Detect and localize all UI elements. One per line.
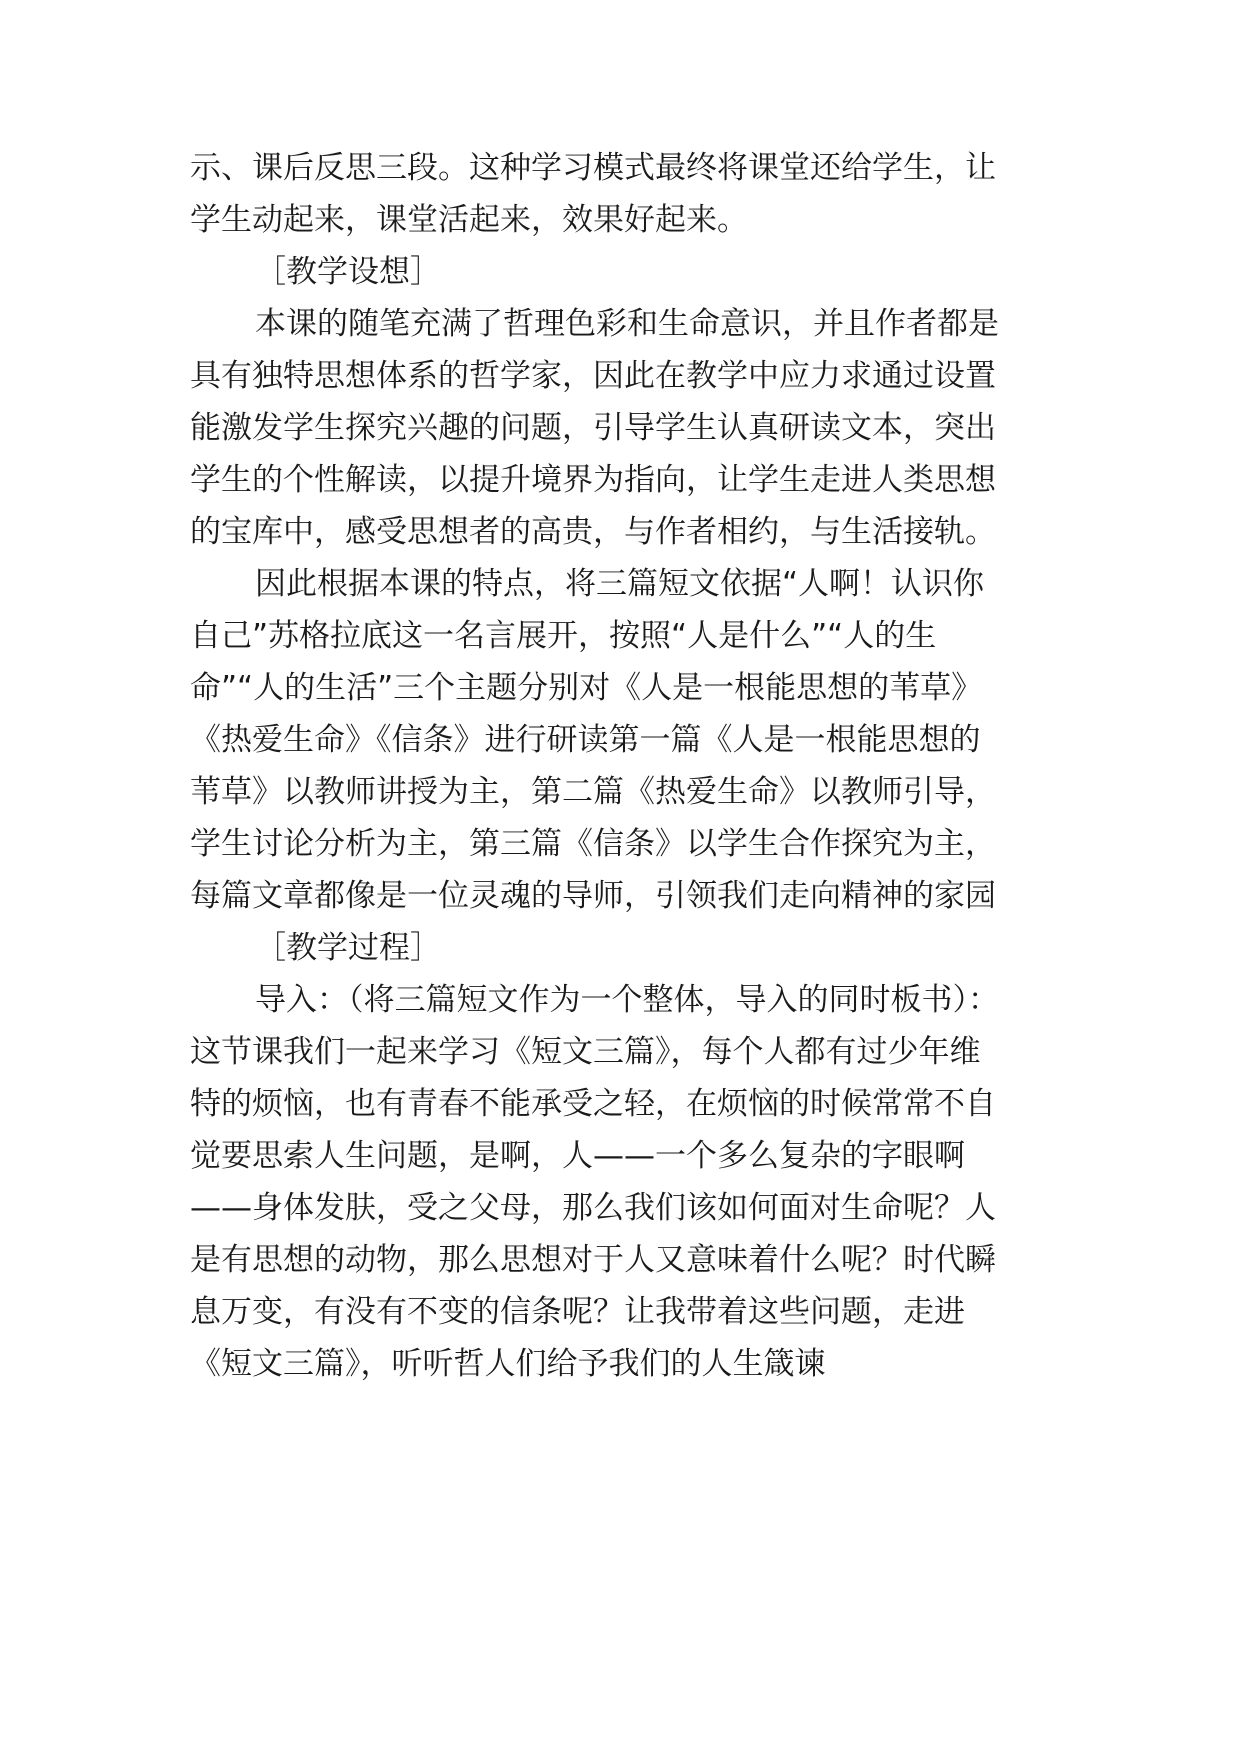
paragraph-line: 这节课我们一起来学习《短文三篇》，每个人都有过少年维 <box>190 1034 981 1070</box>
paragraph-line: 苇草》以教师讲授为主，第二篇《热爱生命》以教师引导， <box>190 774 996 810</box>
paragraph-line: 能激发学生探究兴趣的问题，引导学生认真研读文本，突出 <box>190 410 996 446</box>
paragraph-line: 命”“人的生活”三个主题分别对《人是一根能思想的苇草》 <box>190 670 983 706</box>
paragraph-line: 学生的个性解读，以提升境界为指向，让学生走进人类思想 <box>190 462 996 498</box>
paragraph-line: 觉要思索人生问题，是啊，人——一个多么复杂的字眼啊 <box>190 1138 965 1174</box>
paragraph-line: 具有独特思想体系的哲学家，因此在教学中应力求通过设置 <box>190 358 996 394</box>
section-heading-teaching-process: ［教学过程］ <box>255 930 441 966</box>
paragraph-line: 导入：（将三篇短文作为一个整体，导入的同时板书）： <box>255 982 999 1018</box>
paragraph-line: 每篇文章都像是一位灵魂的导师，引领我们走向精神的家园 <box>190 878 996 914</box>
paragraph-line: 息万变，有没有不变的信条呢？让我带着这些问题，走进 <box>190 1294 965 1330</box>
paragraph-line: ——身体发肤，受之父母，那么我们该如何面对生命呢？人 <box>190 1190 996 1226</box>
paragraph-line: 是有思想的动物，那么思想对于人又意味着什么呢？时代瞬 <box>190 1242 996 1278</box>
section-heading-teaching-concept: ［教学设想］ <box>255 254 441 290</box>
paragraph-line: 因此根据本课的特点，将三篇短文依据“人啊！认识你 <box>255 566 985 602</box>
paragraph-line: 的宝库中，感受思想者的高贵，与作者相约，与生活接轨。 <box>190 514 996 550</box>
paragraph-line: 本课的随笔充满了哲理色彩和生命意识，并且作者都是 <box>255 306 999 342</box>
paragraph-line: 学生动起来，课堂活起来，效果好起来。 <box>190 202 748 238</box>
paragraph-line: 示、课后反思三段。这种学习模式最终将课堂还给学生，让 <box>190 150 996 186</box>
paragraph-line: 自己”苏格拉底这一名言展开，按照“人是什么”“人的生 <box>190 618 937 654</box>
paragraph-line: 特的烦恼，也有青春不能承受之轻，在烦恼的时候常常不自 <box>190 1086 996 1122</box>
paragraph-line: 学生讨论分析为主，第三篇《信条》以学生合作探究为主， <box>190 826 996 862</box>
paragraph-line: 《短文三篇》，听听哲人们给予我们的人生箴谏 <box>190 1346 826 1382</box>
paragraph-line: 《热爱生命》《信条》进行研读第一篇《人是一根能思想的 <box>190 722 981 758</box>
